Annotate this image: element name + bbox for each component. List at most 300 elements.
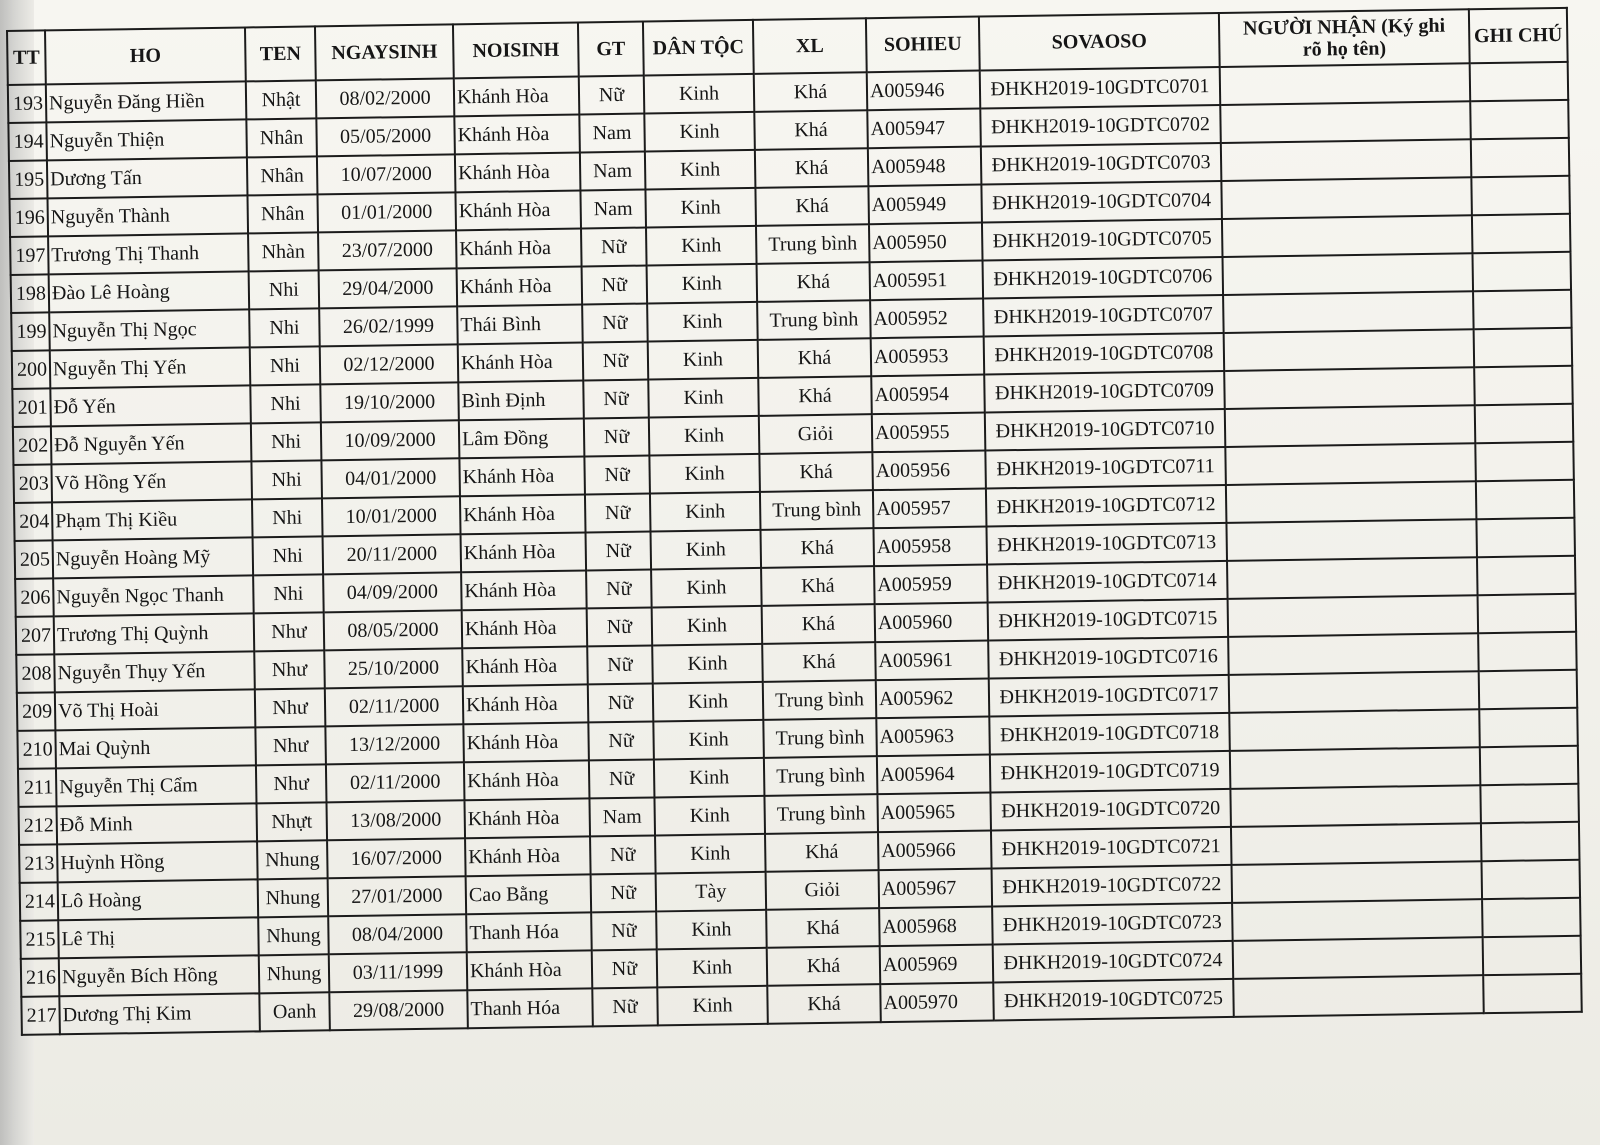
cell-xl: Khá xyxy=(766,908,880,948)
cell-xl: Khá xyxy=(759,452,873,492)
cell-ho: Nguyễn Hoàng Mỹ xyxy=(53,537,254,578)
cell-ghichu xyxy=(1477,556,1576,595)
cell-gt: Nữ xyxy=(583,342,649,381)
cell-sovaoso: ĐHKH2019-10GDTC0714 xyxy=(987,561,1228,603)
cell-xl: Giỏi xyxy=(766,870,880,910)
cell-sohieu: A005964 xyxy=(877,754,991,794)
cell-sovaoso: ĐHKH2019-10GDTC0707 xyxy=(983,295,1224,337)
cell-sovaoso: ĐHKH2019-10GDTC0720 xyxy=(990,789,1231,831)
cell-gt: Nữ xyxy=(591,911,657,950)
cell-xl: Khá xyxy=(754,110,868,150)
cell-ten: Như xyxy=(256,764,327,803)
header-tt: TT xyxy=(7,30,46,85)
cell-xl: Khá xyxy=(758,376,872,416)
cell-noisinh: Khánh Hòa xyxy=(464,798,590,838)
header-dantoc: DÂN TỘC xyxy=(643,20,754,76)
cell-xl: Khá xyxy=(762,604,876,644)
cell-ngaysinh: 29/04/2000 xyxy=(319,268,458,308)
cell-sohieu: A005965 xyxy=(877,792,991,832)
cell-tt: 197 xyxy=(10,236,49,275)
cell-gt: Nam xyxy=(589,797,655,836)
cell-xl: Khá xyxy=(761,566,875,606)
cell-dantoc: Kinh xyxy=(655,834,766,874)
cell-noisinh: Khánh Hòa xyxy=(459,456,585,496)
cell-ho: Đỗ Yến xyxy=(50,385,251,426)
cell-ho: Đào Lê Hoàng xyxy=(49,271,250,312)
cell-sohieu: A005962 xyxy=(876,678,990,718)
cell-sovaoso: ĐHKH2019-10GDTC0724 xyxy=(993,941,1234,983)
cell-noisinh: Khánh Hòa xyxy=(458,342,584,382)
cell-ten: Nhi xyxy=(252,498,323,537)
cell-ho: Mai Quỳnh xyxy=(55,727,256,768)
cell-dantoc: Kinh xyxy=(648,378,759,418)
cell-tt: 193 xyxy=(8,84,47,123)
cell-tt: 216 xyxy=(21,958,60,997)
cell-ten: Nhật xyxy=(246,80,317,119)
cell-ghichu xyxy=(1475,404,1574,443)
cell-gt: Nam xyxy=(579,114,645,153)
cell-ghichu xyxy=(1471,138,1570,177)
cell-ten: Nhi xyxy=(249,308,320,347)
cell-dantoc: Kinh xyxy=(646,226,757,266)
cell-ten: Nhi xyxy=(250,384,321,423)
cell-ho: Trương Thị Thanh xyxy=(48,233,249,274)
cell-ho: Lê Thị xyxy=(58,917,259,958)
cell-nguoinhan xyxy=(1224,367,1475,409)
cell-ho: Phạm Thị Kiều xyxy=(52,499,253,540)
cell-ho: Trương Thị Quỳnh xyxy=(54,613,255,654)
cell-nguoinhan xyxy=(1221,139,1472,181)
cell-dantoc: Kinh xyxy=(648,340,759,380)
cell-ghichu xyxy=(1481,860,1580,899)
cell-ho: Nguyễn Đăng Hiền xyxy=(46,81,247,122)
cell-tt: 212 xyxy=(19,806,58,845)
cell-ten: Nhựt xyxy=(257,802,328,841)
cell-sohieu: A005949 xyxy=(868,185,982,225)
cell-nguoinhan xyxy=(1230,747,1481,789)
cell-nguoinhan xyxy=(1227,557,1478,599)
cell-ho: Lô Hoàng xyxy=(58,879,259,920)
cell-tt: 208 xyxy=(16,654,55,693)
cell-tt: 207 xyxy=(16,616,55,655)
cell-ghichu xyxy=(1470,62,1569,101)
cell-noisinh: Khánh Hòa xyxy=(463,684,589,724)
cell-sohieu: A005958 xyxy=(873,527,987,567)
cell-tt: 198 xyxy=(11,274,50,313)
cell-gt: Nữ xyxy=(592,987,658,1026)
cell-ten: Nhung xyxy=(259,954,330,993)
cell-xl: Khá xyxy=(757,262,871,302)
cell-ho: Nguyễn Ngọc Thanh xyxy=(53,575,254,616)
cell-ghichu xyxy=(1472,214,1571,253)
cell-dantoc: Kinh xyxy=(656,910,767,950)
cell-noisinh: Khánh Hòa xyxy=(465,836,591,876)
cell-nguoinhan xyxy=(1226,481,1477,523)
cell-gt: Nữ xyxy=(582,266,648,305)
cell-nguoinhan xyxy=(1223,253,1474,295)
cell-noisinh: Khánh Hòa xyxy=(461,532,587,572)
cell-ten: Như xyxy=(254,650,325,689)
cell-ho: Nguyễn Bích Hồng xyxy=(59,955,260,996)
cell-ghichu xyxy=(1479,670,1578,709)
cell-xl: Trung bình xyxy=(763,680,877,720)
cell-nguoinhan xyxy=(1232,861,1483,903)
cell-sovaoso: ĐHKH2019-10GDTC0725 xyxy=(993,979,1234,1021)
cell-sohieu: A005963 xyxy=(876,716,990,756)
cell-sohieu: A005956 xyxy=(872,451,986,491)
cell-dantoc: Kinh xyxy=(657,948,768,988)
cell-sovaoso: ĐHKH2019-10GDTC0702 xyxy=(980,105,1221,147)
cell-dantoc: Kinh xyxy=(649,416,760,456)
cell-ghichu xyxy=(1471,176,1570,215)
cell-ten: Như xyxy=(255,688,326,727)
cell-tt: 201 xyxy=(12,388,51,427)
cell-tt: 206 xyxy=(15,578,54,617)
cell-gt: Nữ xyxy=(586,569,652,608)
cell-noisinh: Lâm Đồng xyxy=(459,418,585,458)
cell-dantoc: Kinh xyxy=(650,492,761,532)
cell-nguoinhan xyxy=(1228,633,1479,675)
cell-ngaysinh: 02/11/2000 xyxy=(325,686,464,726)
cell-sohieu: A005969 xyxy=(880,944,994,984)
header-noisinh: NOISINH xyxy=(453,23,579,79)
cell-ngaysinh: 13/12/2000 xyxy=(325,724,464,764)
cell-dantoc: Kinh xyxy=(653,720,764,760)
cell-nguoinhan xyxy=(1230,785,1481,827)
cell-dantoc: Kinh xyxy=(652,606,763,646)
cell-sohieu: A005952 xyxy=(870,299,984,339)
cell-xl: Trung bình xyxy=(757,300,871,340)
cell-nguoinhan xyxy=(1233,937,1484,979)
cell-noisinh: Khánh Hòa xyxy=(454,115,580,155)
cell-xl: Khá xyxy=(754,72,868,112)
cell-ngaysinh: 05/05/2000 xyxy=(316,116,455,156)
cell-ho: Nguyễn Thành xyxy=(48,195,249,236)
cell-sovaoso: ĐHKH2019-10GDTC0715 xyxy=(988,599,1229,641)
cell-sovaoso: ĐHKH2019-10GDTC0708 xyxy=(984,333,1225,375)
cell-nguoinhan xyxy=(1228,595,1479,637)
cell-sovaoso: ĐHKH2019-10GDTC0719 xyxy=(990,751,1231,793)
cell-sovaoso: ĐHKH2019-10GDTC0701 xyxy=(980,67,1221,109)
cell-tt: 215 xyxy=(20,920,59,959)
cell-ten: Nhân xyxy=(247,156,318,195)
roster-table-wrapper xyxy=(6,7,1583,1036)
cell-noisinh: Thanh Hóa xyxy=(467,988,593,1028)
cell-ten: Nhi xyxy=(253,574,324,613)
cell-nguoinhan xyxy=(1233,975,1484,1017)
cell-ngaysinh: 02/12/2000 xyxy=(320,344,459,384)
cell-gt: Nữ xyxy=(590,835,656,874)
cell-ten: Như xyxy=(255,726,326,765)
cell-ghichu xyxy=(1479,708,1578,747)
cell-gt: Nữ xyxy=(589,759,655,798)
cell-tt: 195 xyxy=(9,160,48,199)
cell-noisinh: Cao Bằng xyxy=(466,874,592,914)
cell-ho: Nguyễn Thị Yến xyxy=(50,347,251,388)
cell-sovaoso: ĐHKH2019-10GDTC0722 xyxy=(992,865,1233,907)
cell-ghichu xyxy=(1480,746,1579,785)
cell-nguoinhan xyxy=(1225,443,1476,485)
cell-xl: Khá xyxy=(767,946,881,986)
cell-noisinh: Khánh Hòa xyxy=(467,950,593,990)
cell-ten: Nhân xyxy=(246,118,317,157)
cell-sovaoso: ĐHKH2019-10GDTC0723 xyxy=(992,903,1233,945)
cell-nguoinhan xyxy=(1231,823,1482,865)
cell-tt: 209 xyxy=(17,692,56,731)
cell-nguoinhan xyxy=(1226,519,1477,561)
cell-noisinh: Khánh Hòa xyxy=(457,266,583,306)
cell-sovaoso: ĐHKH2019-10GDTC0705 xyxy=(982,219,1223,261)
cell-dantoc: Kinh xyxy=(644,112,755,152)
cell-ghichu xyxy=(1472,252,1571,291)
cell-sohieu: A005951 xyxy=(870,261,984,301)
cell-sovaoso: ĐHKH2019-10GDTC0704 xyxy=(981,181,1222,223)
header-nguoi-nhan-line2: rõ họ tên) xyxy=(1302,37,1387,61)
cell-ten: Nhi xyxy=(250,346,321,385)
cell-ten: Nhung xyxy=(257,840,328,879)
cell-xl: Khá xyxy=(767,984,881,1024)
cell-ngaysinh: 10/09/2000 xyxy=(321,420,460,460)
cell-noisinh: Khánh Hòa xyxy=(455,153,581,193)
cell-sovaoso: ĐHKH2019-10GDTC0703 xyxy=(981,143,1222,185)
cell-tt: 200 xyxy=(12,350,51,389)
cell-dantoc: Kinh xyxy=(652,644,763,684)
cell-ngaysinh: 10/01/2000 xyxy=(322,496,461,536)
cell-noisinh: Khánh Hòa xyxy=(463,722,589,762)
cell-sohieu: A005957 xyxy=(873,489,987,529)
cell-ho: Dương Tấn xyxy=(47,157,248,198)
cell-ngaysinh: 08/05/2000 xyxy=(324,610,463,650)
cell-sohieu: A005970 xyxy=(880,982,994,1022)
cell-tt: 205 xyxy=(15,540,54,579)
cell-xl: Trung bình xyxy=(764,794,878,834)
cell-noisinh: Khánh Hòa xyxy=(464,760,590,800)
cell-noisinh: Thanh Hóa xyxy=(466,912,592,952)
cell-ghichu xyxy=(1482,898,1581,937)
header-ten: TEN xyxy=(245,26,316,81)
cell-sohieu: A005961 xyxy=(875,640,989,680)
cell-gt: Nam xyxy=(580,190,646,229)
cell-ngaysinh: 04/09/2000 xyxy=(323,572,462,612)
cell-tt: 217 xyxy=(21,996,60,1035)
cell-ngaysinh: 03/11/1999 xyxy=(329,952,468,992)
cell-sohieu: A005955 xyxy=(872,413,986,453)
cell-ten: Oanh xyxy=(259,992,330,1031)
cell-ho: Đỗ Minh xyxy=(57,803,258,844)
cell-sovaoso: ĐHKH2019-10GDTC0709 xyxy=(984,371,1225,413)
cell-gt: Nữ xyxy=(581,228,647,267)
table-body xyxy=(8,62,1582,1035)
cell-noisinh: Khánh Hòa xyxy=(460,494,586,534)
cell-noisinh: Khánh Hòa xyxy=(455,190,581,230)
cell-ghichu xyxy=(1480,784,1579,823)
cell-ngaysinh: 26/02/1999 xyxy=(319,306,458,346)
cell-gt: Nữ xyxy=(588,721,654,760)
cell-ho: Đỗ Nguyễn Yến xyxy=(51,423,252,464)
cell-dantoc: Kinh xyxy=(654,758,765,798)
cell-tt: 196 xyxy=(10,198,49,237)
cell-dantoc: Kinh xyxy=(649,454,760,494)
cell-sohieu: A005953 xyxy=(871,337,985,377)
cell-ghichu xyxy=(1474,366,1573,405)
cell-xl: Trung bình xyxy=(756,224,870,264)
cell-ngaysinh: 27/01/2000 xyxy=(328,876,467,916)
header-ghi-chu: GHI CHÚ xyxy=(1469,8,1568,63)
cell-ghichu xyxy=(1478,594,1577,633)
cell-ghichu xyxy=(1476,518,1575,557)
cell-sohieu: A005967 xyxy=(879,868,993,908)
cell-gt: Nữ xyxy=(587,607,653,646)
cell-sovaoso: ĐHKH2019-10GDTC0711 xyxy=(985,447,1226,489)
cell-dantoc: Tày xyxy=(656,872,767,912)
cell-sohieu: A005966 xyxy=(878,830,992,870)
header-ho: HO xyxy=(45,27,246,84)
header-ngaysinh: NGAYSINH xyxy=(315,24,454,80)
cell-gt: Nữ xyxy=(586,531,652,570)
cell-xl: Trung bình xyxy=(764,756,878,796)
cell-ngaysinh: 02/11/2000 xyxy=(326,762,465,802)
cell-xl: Khá xyxy=(765,832,879,872)
cell-sovaoso: ĐHKH2019-10GDTC0717 xyxy=(989,675,1230,717)
cell-ho: Nguyễn Thị Ngọc xyxy=(49,309,250,350)
cell-xl: Trung bình xyxy=(763,718,877,758)
cell-dantoc: Kinh xyxy=(647,264,758,304)
cell-gt: Nữ xyxy=(584,456,650,495)
cell-dantoc: Kinh xyxy=(644,74,755,114)
cell-ghichu xyxy=(1483,974,1582,1013)
cell-sovaoso: ĐHKH2019-10GDTC0706 xyxy=(983,257,1224,299)
cell-ghichu xyxy=(1470,100,1569,139)
cell-ten: Nhi xyxy=(251,422,322,461)
cell-ho: Dương Thị Kim xyxy=(59,993,260,1034)
cell-dantoc: Kinh xyxy=(645,188,756,228)
cell-gt: Nữ xyxy=(583,380,649,419)
cell-tt: 194 xyxy=(8,122,47,161)
cell-ngaysinh: 25/10/2000 xyxy=(324,648,463,688)
cell-gt: Nam xyxy=(580,152,646,191)
cell-gt: Nữ xyxy=(579,76,645,115)
cell-ten: Nhàn xyxy=(248,232,319,271)
cell-gt: Nữ xyxy=(582,304,648,343)
cell-gt: Nữ xyxy=(588,683,654,722)
cell-sohieu: A005950 xyxy=(869,223,983,263)
cell-tt: 214 xyxy=(20,882,59,921)
cell-xl: Khá xyxy=(760,528,874,568)
header-nguoi-nhan-line1: NGƯỜI NHẬN (Ký ghi xyxy=(1242,14,1446,40)
cell-ghichu xyxy=(1481,822,1580,861)
cell-ho: Huỳnh Hồng xyxy=(57,841,258,882)
cell-nguoinhan xyxy=(1223,291,1474,333)
header-xl: XL xyxy=(753,18,867,74)
cell-nguoinhan xyxy=(1232,899,1483,941)
cell-ngaysinh: 08/04/2000 xyxy=(328,914,467,954)
cell-dantoc: Kinh xyxy=(651,568,762,608)
cell-gt: Nữ xyxy=(587,645,653,684)
cell-nguoinhan xyxy=(1220,63,1471,105)
cell-xl: Khá xyxy=(762,642,876,682)
cell-noisinh: Thái Bình xyxy=(457,304,583,344)
cell-noisinh: Khánh Hòa xyxy=(462,646,588,686)
cell-nguoinhan xyxy=(1229,709,1480,751)
cell-tt: 210 xyxy=(17,730,56,769)
cell-tt: 202 xyxy=(13,426,52,465)
cell-sohieu: A005948 xyxy=(868,147,982,187)
cell-xl: Giỏi xyxy=(759,414,873,454)
cell-tt: 211 xyxy=(18,768,57,807)
cell-gt: Nữ xyxy=(585,493,651,532)
cell-tt: 199 xyxy=(11,312,50,351)
cell-gt: Nữ xyxy=(592,949,658,988)
cell-noisinh: Khánh Hòa xyxy=(461,570,587,610)
header-nguoi-nhan xyxy=(1219,9,1470,67)
cell-ten: Nhung xyxy=(258,916,329,955)
cell-tt: 204 xyxy=(14,502,53,541)
cell-ngaysinh: 20/11/2000 xyxy=(323,534,462,574)
cell-gt: Nữ xyxy=(591,873,657,912)
cell-ngaysinh: 19/10/2000 xyxy=(320,382,459,422)
cell-tt: 203 xyxy=(13,464,52,503)
cell-ghichu xyxy=(1474,328,1573,367)
cell-ngaysinh: 08/02/2000 xyxy=(316,78,455,118)
header-sovaoso: SOVAOSO xyxy=(979,13,1220,71)
cell-ho: Nguyễn Thụy Yến xyxy=(54,651,255,692)
cell-ngaysinh: 16/07/2000 xyxy=(327,838,466,878)
cell-dantoc: Kinh xyxy=(645,150,756,190)
cell-ho: Võ Hồng Yến xyxy=(51,461,252,502)
cell-nguoinhan xyxy=(1225,405,1476,447)
cell-noisinh: Khánh Hòa xyxy=(462,608,588,648)
cell-nguoinhan xyxy=(1222,215,1473,257)
cell-dantoc: Kinh xyxy=(653,682,764,722)
cell-ten: Nhân xyxy=(247,194,318,233)
cell-ghichu xyxy=(1476,480,1575,519)
cell-tt: 213 xyxy=(19,844,58,883)
cell-sovaoso: ĐHKH2019-10GDTC0712 xyxy=(986,485,1227,527)
cell-dantoc: Kinh xyxy=(654,796,765,836)
graduate-roster-table xyxy=(6,7,1583,1036)
cell-xl: Trung bình xyxy=(760,490,874,530)
cell-ngaysinh: 10/07/2000 xyxy=(317,154,456,194)
cell-sohieu: A005968 xyxy=(879,906,993,946)
cell-nguoinhan xyxy=(1220,101,1471,143)
cell-ten: Nhi xyxy=(251,460,322,499)
cell-nguoinhan xyxy=(1221,177,1472,219)
cell-nguoinhan xyxy=(1224,329,1475,371)
cell-sohieu: A005960 xyxy=(875,603,989,643)
cell-xl: Khá xyxy=(758,338,872,378)
cell-dantoc: Kinh xyxy=(657,986,768,1026)
cell-noisinh: Khánh Hòa xyxy=(454,77,580,117)
cell-sovaoso: ĐHKH2019-10GDTC0718 xyxy=(989,713,1230,755)
cell-sovaoso: ĐHKH2019-10GDTC0710 xyxy=(985,409,1226,451)
cell-ngaysinh: 04/01/2000 xyxy=(321,458,460,498)
cell-dantoc: Kinh xyxy=(647,302,758,342)
cell-ten: Nhi xyxy=(249,270,320,309)
cell-sohieu: A005959 xyxy=(874,565,988,605)
cell-ten: Như xyxy=(254,612,325,651)
cell-ho: Nguyễn Thị Cẩm xyxy=(56,765,257,806)
cell-ghichu xyxy=(1483,936,1582,975)
cell-ten: Nhi xyxy=(253,536,324,575)
cell-sovaoso: ĐHKH2019-10GDTC0721 xyxy=(991,827,1232,869)
cell-ten: Nhung xyxy=(258,878,329,917)
cell-ngaysinh: 13/08/2000 xyxy=(326,800,465,840)
header-sohieu: SOHIEU xyxy=(866,17,980,73)
cell-xl: Khá xyxy=(755,186,869,226)
cell-gt: Nữ xyxy=(584,418,650,457)
cell-ngaysinh: 01/01/2000 xyxy=(317,192,456,232)
cell-noisinh: Bình Định xyxy=(458,380,584,420)
